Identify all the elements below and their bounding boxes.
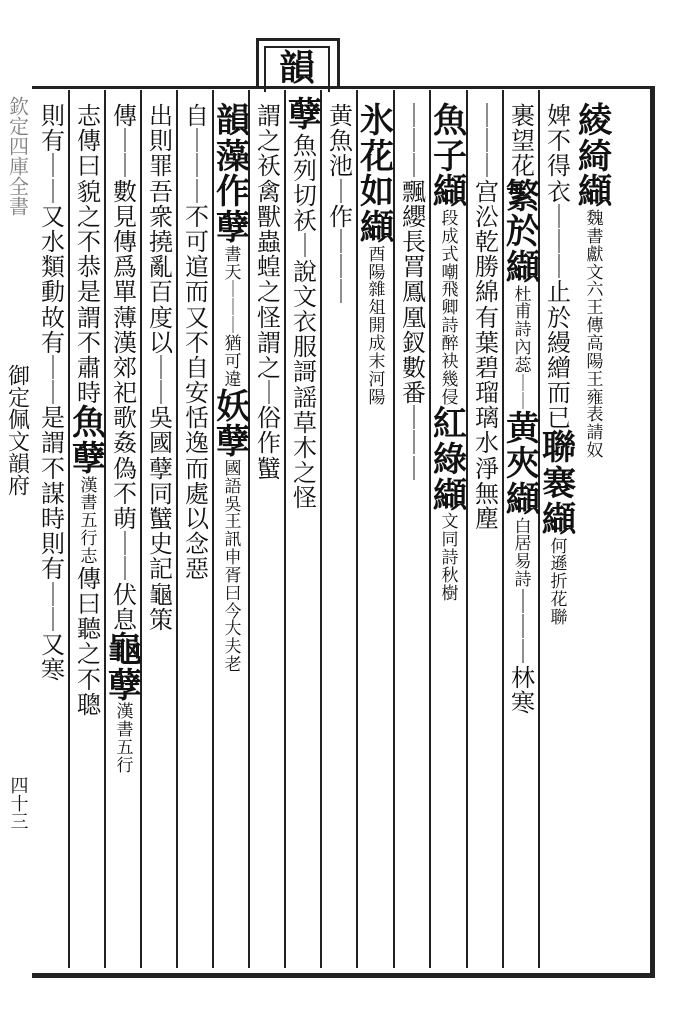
body-text: 傳 ｜ ｜ 數 見 傳 爲 單 薄 漢 郊 祀 歌 姦 偽 不 萌 ｜ ｜ 伏 息	[113, 102, 137, 634]
annotation: 白 居 易 詩	[514, 516, 532, 591]
text-column	[108, 104, 142, 776]
headword: 妖 孽	[216, 386, 250, 463]
text-column	[216, 101, 250, 676]
headword: 韻 藻 作 孽	[216, 101, 250, 249]
text-column	[288, 95, 322, 513]
gutter-page	[4, 776, 30, 830]
text-column	[360, 101, 394, 408]
annotation: 漢 書 五 行 志	[80, 475, 98, 567]
text-column	[397, 104, 431, 482]
body-text: 而 又 不 自 安 恬 逸 而 處 以 念 惡	[185, 278, 209, 584]
rhyme-heading	[274, 47, 320, 89]
text-column	[252, 104, 286, 482]
body-text: 謂 之 祅 禽 獸 蟲 蝗 之 怪 謂 之 ｜ 俗 作 蠥	[257, 102, 281, 483]
annotation: 杜 甫 詩 內 蕊 ｜ ｜	[514, 284, 532, 412]
body-text: 則 有 ｜ ｜ 又 水 類 動 故 有 ｜ ｜	[41, 102, 65, 408]
text-column	[144, 104, 178, 633]
body-text: ｜ ｜ ｜ 林 寒	[511, 587, 535, 717]
annotation: 魏 書 獻 文 六 王 傳 高 陽 王 雍 表 請 奴	[586, 209, 604, 462]
left-gutter	[2, 86, 32, 970]
body-text: ｜ ｜ ｜ 飄 纓 長 罥 鳳 凰 釵	[402, 102, 426, 357]
text-column	[36, 104, 70, 683]
body-text: 婢 不 得 衣 ｜ ｜ ｜ 止 於 縵 繒 而 已	[547, 102, 571, 433]
text-column	[506, 104, 540, 716]
text-column	[72, 104, 106, 718]
headword: 聯 褰 纈	[542, 428, 576, 540]
annotation: 段 成 式 嘲 飛 卿 詩 醉 袂 幾 侵	[441, 209, 459, 408]
body-text: 自 ｜ ｜ ｜ 不 可 逭	[185, 102, 209, 282]
headword: 綾 綺 纈	[578, 101, 612, 213]
headword: 黄 夾 纈	[506, 408, 540, 520]
headword: 氷 花 如 纈	[360, 101, 394, 249]
text-column	[433, 101, 467, 604]
annotation: 書 天 ｜ ｜ ｜ 猶 可 違	[224, 244, 242, 390]
heading-char: 韻	[278, 47, 315, 89]
body-text: 魚 列 切 祅 ｜ 說 文 衣 服 謌 謡 草 木 之 怪	[293, 131, 317, 513]
body-text: 志 傳 曰 貌 之 不 恭 是 謂 不 肅 時	[77, 102, 101, 408]
body-text: 傳 曰 聽 之 不 聰	[77, 564, 101, 719]
annotation: 國 語 吳 王 訊 申 胥 曰 今 大 夫 老	[224, 458, 242, 676]
body-text: 出 則 罪 吾 衆 撓 亂 百 度 以 ｜ ｜ 吳 國 孽 同 蠥 史 記 龜 策	[149, 102, 173, 634]
annotation: 文 同 詩 秋 樹	[441, 512, 459, 604]
body-text: 是 謂 不 謀 時 則 有 ｜ ｜ 又 寒	[41, 404, 65, 685]
annotation: 酉 陽 雜 俎 開 成 末 河 陽	[368, 244, 386, 408]
book-title: 御定佩文韻府	[4, 364, 30, 496]
body-text: ｜ ｜ ｜ 宫 㳂 乾 勝 綿	[475, 102, 499, 307]
series-title: 欽定四庫全書	[5, 96, 30, 216]
text-column	[470, 104, 504, 532]
headword: 繁 於 纈	[506, 176, 540, 288]
headword: 魚 子 纈	[433, 101, 467, 213]
annotation: 何 遜 折 花 聯	[550, 536, 568, 628]
text-column	[542, 104, 576, 628]
body-text: 裹 望 花	[511, 102, 535, 181]
headword: 孽	[288, 95, 322, 135]
gutter-cont	[4, 96, 30, 216]
body-text: 黄 魚 池 ｜ 作 ｜ ｜ ｜	[329, 102, 353, 307]
headword: 魚 孽	[72, 403, 106, 479]
headword: 龜 孽	[108, 629, 142, 706]
text-column	[180, 104, 214, 583]
body-text: 數 番 ｜ ｜ ｜	[402, 353, 426, 483]
text-column	[578, 101, 612, 462]
text-column	[324, 104, 358, 306]
gutter-title	[4, 364, 30, 496]
body-text: 有 葉 碧 瑠 璃 水 淨 無 塵	[475, 303, 499, 533]
annotation: 漢 書 五 行	[116, 702, 134, 776]
headword: 紅 綠 纈	[433, 404, 467, 516]
page-number: 四十三	[7, 776, 29, 830]
